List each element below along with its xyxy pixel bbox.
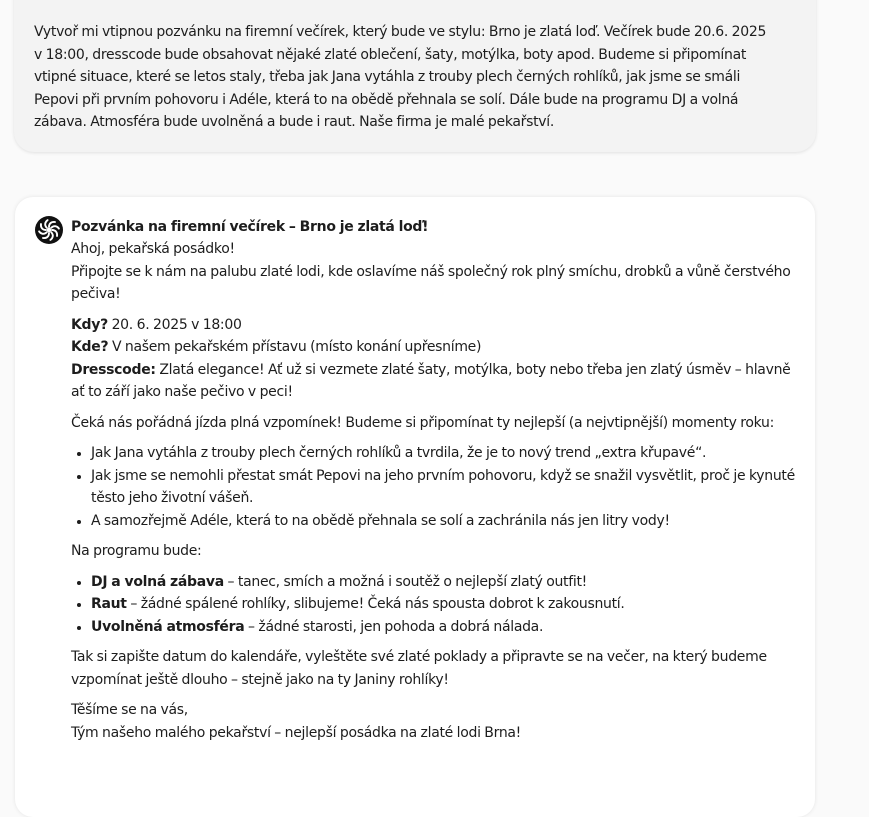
where-label: Kde? [71, 339, 109, 355]
greeting: Ahoj, pekařská posádko! [71, 241, 235, 257]
invitation-title: Pozvánka na firemní večírek – Brno je zlatá loď! [71, 219, 429, 235]
program-item-text: – tanec, smích a možná i soutěž o nejlepší zlatý outfit! [223, 573, 587, 590]
closing-paragraph: Tak si zapište datum do kalendáře, vyleštěte své zlaté poklady a připravte se na večer, na který budeme vzpomínat ještě dlouho – stejně jako na ty Janiny rohlíky! [71, 649, 767, 688]
where-value: V našem pekařském přístavu (místo konání upřesníme) [108, 339, 482, 355]
list-item [91, 593, 795, 616]
memories-list [71, 442, 795, 532]
program-item-label: DJ a volná zábava [91, 573, 224, 590]
where-line [71, 336, 795, 359]
program-list [71, 571, 795, 639]
user-message-text: Vytvoř mi vtipnou pozvánku na firemní večírek, který bude ve stylu: Brno je zlatá loď. Večírek bude 20.6. 2025 v 18:00, dresscode bude obsahovat nějaké zlaté oblečení, šaty, motýlka, boty apod. Budeme si připomínat vtipné situace, které se letos staly, třeba jak Jana vytáhla z trouby plech černých rohlíků, jak jsme se smáli Pepovi při prvním pohovoru i Adéle, která to na obědě přehnala se solí. Dále bude na programu DJ a volná zábava. Atmosféra bude uvolněná a bude i raut. Naše firma je malé pekařství. [34, 24, 767, 130]
list-item [91, 616, 795, 639]
list-item [91, 571, 795, 594]
assistant-message [15, 197, 815, 817]
list-item: • Jak jsme se nemohli přestat smát Pepovi na jeho prvním pohovoru, když se snažil vysvětlit, proč je kynuté těsto jeho životní vášeň. [91, 465, 795, 510]
when-label: Kdy? [71, 316, 108, 333]
intro-paragraph: Připojte se k nám na palubu zlaté lodi, kde oslavíme náš společný rok plný smíchu, drobků a vůně čerstvého pečiva! [71, 263, 791, 302]
when-value: 20. 6. 2025 v 18:00 [107, 316, 242, 333]
dresscode-label: Dresscode: [71, 361, 156, 378]
program-item-label: Uvolněná atmosféra [91, 618, 245, 635]
program-item-text: – žádné spálené rohlíky, slibujeme! Čeká nás spousta dobrot k zakousnutí. [126, 596, 625, 612]
program-item-text: – žádné starosti, jen pohoda a dobrá nálada. [244, 618, 544, 635]
list-item: • A samozřejmě Adéle, která to na obědě přehnala se solí a zachránila nás jen litry vody! [91, 510, 795, 533]
signoff-line-2: Tým našeho malého pekařství – nejlepší posádka na zlaté lodi Brna! [71, 724, 521, 741]
memories-intro: Čeká nás pořádná jízda plná vzpomínek! Budeme si připomínat ty nejlepší (a nejvtipnější) momenty roku: [71, 414, 775, 431]
dresscode-value: Zlatá elegance! Ať už si vezmete zlaté šaty, motýlka, boty nebo třeba jen zlatý úsměv – hlavně ať to září jako naše pečivo v peci! [71, 361, 791, 400]
user-message-bubble [14, 0, 816, 152]
signoff-line-1: Těšíme se na vás, [71, 702, 188, 718]
program-intro: Na programu bude: [71, 543, 202, 559]
spiral-star-icon [35, 216, 63, 244]
assistant-message-content [71, 216, 795, 744]
program-item-label: Raut [91, 596, 127, 612]
when-line [71, 314, 795, 337]
dresscode-line [71, 359, 795, 404]
list-item: • Jak Jana vytáhla z trouby plech černých rohlíků a tvrdila, že je to nový trend „extra křupavé“. [91, 442, 795, 465]
